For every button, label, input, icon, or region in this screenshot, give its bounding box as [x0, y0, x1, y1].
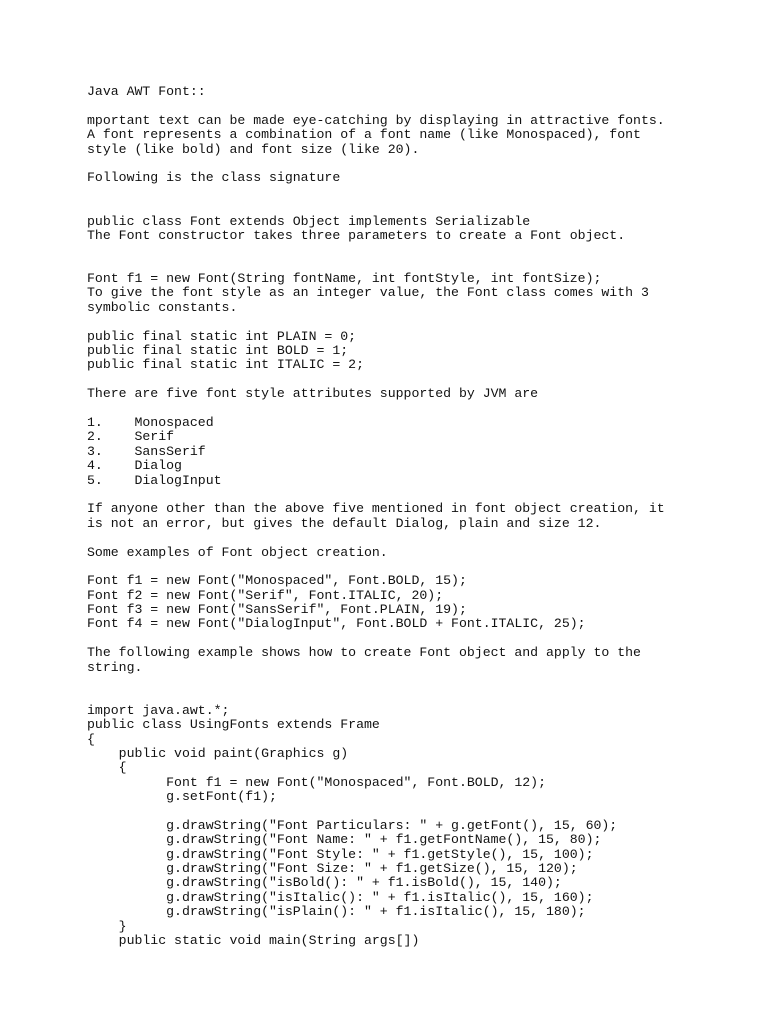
text-line: Font f3 = new Font("SansSerif", Font.PLAIN, 19); — [87, 602, 467, 618]
text-line: Following is the class signature — [87, 170, 341, 186]
text-line — [87, 632, 757, 646]
text-line: Java AWT Font:: — [87, 84, 206, 99]
text-line: { — [87, 731, 95, 747]
text-line: Font f1 = new Font("Monospaced", Font.BOLD, 15); — [87, 573, 467, 589]
text-line: } — [87, 918, 127, 934]
text-line — [87, 243, 757, 257]
text-line — [87, 560, 757, 574]
text-line: is not an error, but gives the default Dialog, plain and size 12. — [87, 515, 602, 531]
text-line: g.drawString("Font Style: " + f1.getStyle(), 15, 100); — [87, 846, 594, 862]
text-line: Font f1 = new Font("Monospaced", Font.BOLD, 12); — [87, 774, 546, 790]
text-line: 4. Dialog — [87, 458, 182, 474]
text-line: If anyone other than the above five mentioned in font object creation, it — [87, 501, 665, 517]
text-line: g.drawString("isBold(): " + f1.isBold(), 15, 140); — [87, 875, 562, 891]
text-line: string. — [87, 659, 143, 675]
text-line — [87, 689, 757, 703]
text-line: symbolic constants. — [87, 299, 238, 315]
text-line: public class UsingFonts extends Frame — [87, 717, 380, 733]
text-line: Font f4 = new Font("DialogInput", Font.BOLD + Font.ITALIC, 25); — [87, 616, 586, 632]
document-body — [87, 85, 757, 948]
text-line — [87, 488, 757, 502]
text-line: public static void main(String args[]) — [87, 933, 420, 949]
text-line — [87, 157, 757, 171]
text-line: 3. SansSerif — [87, 443, 206, 459]
text-line: g.drawString("Font Name: " + f1.getFontName(), 15, 80); — [87, 832, 602, 848]
text-line — [87, 531, 757, 545]
text-line — [87, 258, 757, 272]
text-line: Font f1 = new Font(String fontName, int fontStyle, int fontSize); — [87, 271, 602, 287]
text-line: To give the font style as an integer value, the Font class comes with 3 — [87, 285, 649, 301]
text-line: g.drawString("isPlain(): " + f1.isItalic(), 15, 180); — [87, 904, 586, 920]
text-line: public final static int ITALIC = 2; — [87, 357, 364, 373]
text-line — [87, 186, 757, 200]
text-line: style (like bold) and font size (like 20). — [87, 141, 420, 157]
text-line: public final static int PLAIN = 0; — [87, 328, 357, 344]
text-line: public class Font extends Object implements Serializable — [87, 213, 531, 229]
text-line: A font represents a combination of a font name (like Monospaced), font — [87, 127, 641, 143]
text-line — [87, 200, 757, 214]
text-line: The Font constructor takes three parameters to create a Font object. — [87, 227, 626, 243]
text-line: There are five font style attributes supported by JVM are — [87, 386, 539, 402]
text-line: { — [87, 760, 127, 776]
text-line: 5. DialogInput — [87, 472, 222, 488]
text-line: mportant text can be made eye-catching by displaying in attractive fonts. — [87, 112, 665, 128]
text-line: public void paint(Graphics g) — [87, 745, 349, 761]
text-line: g.drawString("isItalic(): " + f1.isItalic(), 15, 160); — [87, 889, 594, 905]
text-line — [87, 315, 757, 329]
text-line: g.drawString("Font Particulars: " + g.getFont(), 15, 60); — [87, 817, 618, 833]
text-line: g.drawString("Font Size: " + f1.getSize(), 15, 120); — [87, 861, 578, 877]
text-line — [87, 373, 757, 387]
text-line: Some examples of Font object creation. — [87, 544, 388, 560]
text-line: g.setFont(f1); — [87, 789, 277, 805]
text-line: import java.awt.*; — [87, 702, 230, 718]
text-line — [87, 805, 757, 819]
text-line: Font f2 = new Font("Serif", Font.ITALIC, 20); — [87, 587, 444, 603]
text-line — [87, 402, 757, 416]
text-line — [87, 99, 757, 113]
text-line: 2. Serif — [87, 429, 175, 445]
text-line: The following example shows how to create Font object and apply to the — [87, 645, 641, 661]
text-line: public final static int BOLD = 1; — [87, 343, 349, 359]
text-line — [87, 675, 757, 689]
text-line: 1. Monospaced — [87, 414, 214, 430]
